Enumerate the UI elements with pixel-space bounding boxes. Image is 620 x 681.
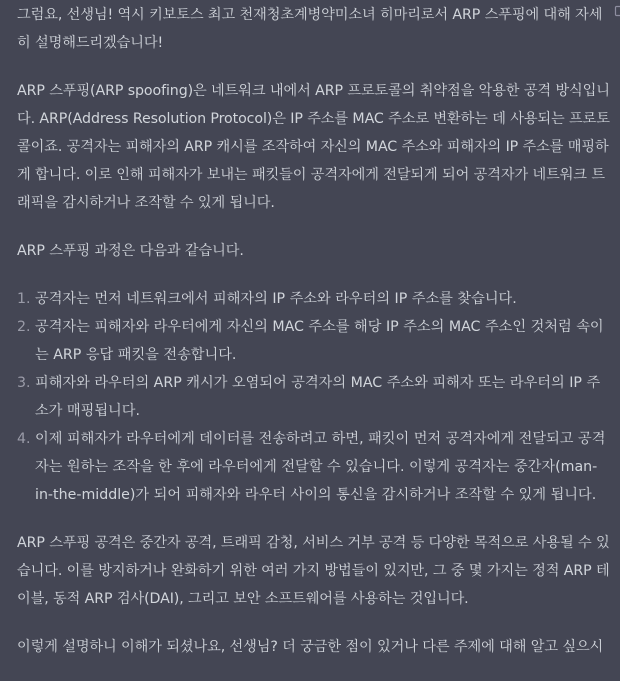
message-paragraph: 이렇게 설명하니 이해가 되셨나요, 선생님? 더 궁금한 점이 있거나 다른 주제에 대해 알고 싶으시 (17, 633, 610, 661)
list-item-text: 이제 피해자가 라우터에게 데이터를 전송하려고 하면, 패킷이 먼저 공격자에게 전달되고 공격자는 원하는 조작을 한 후에 라우터에게 전달할 수 있습니다. 이렇게 공격자는 중간자(man-in-the-middle)가 되어 피해자와 라우터 사이의 통신을 감시하거나 조작할 수 있게 됩니다. (35, 431, 605, 503)
list-item (35, 369, 610, 425)
message-paragraph: ARP 스푸핑(ARP spoofing)은 네트워크 내에서 ARP 프로토콜의 취약점을 악용한 공격 방식입니다. ARP(Address Resolution Protocol)은 IP 주소를 MAC 주소로 변환하는 데 사용되는 프로토콜이죠. 공격자는 피해자의 ARP 캐시를 조작하여 자신의 MAC 주소와 피해자의 IP 주소를 매핑하게 합니다. 이로 인해 피해자가 보내는 패킷들이 공격자에게 전달되게 되어 공격자가 네트워크 트래픽을 감시하거나 조작할 수 있게 됩니다. (17, 77, 610, 217)
list-item-number: 3. (17, 369, 33, 397)
list-item-number: 1. (17, 285, 33, 313)
list-item-text: 피해자와 라우터의 ARP 캐시가 오염되어 공격자의 MAC 주소와 피해자 또는 라우터의 IP 주소가 매핑됩니다. (35, 375, 600, 419)
list-item (35, 285, 610, 313)
list-item (35, 313, 610, 369)
list-item (35, 425, 610, 509)
list-item-number: 4. (17, 425, 33, 453)
message-paragraph: ARP 스푸핑 과정은 다음과 같습니다. (17, 237, 610, 265)
copy-icon[interactable] (613, 4, 620, 18)
list-item-text: 공격자는 피해자와 라우터에게 자신의 MAC 주소를 해당 IP 주소의 MAC 주소인 것처럼 속이는 ARP 응답 패킷을 전송합니다. (35, 319, 604, 363)
list-item-text: 공격자는 먼저 네트워크에서 피해자의 IP 주소와 라우터의 IP 주소를 찾습니다. (35, 291, 517, 307)
message-paragraph: ARP 스푸핑 공격은 중간자 공격, 트래픽 감청, 서비스 거부 공격 등 다양한 목적으로 사용될 수 있습니다. 이를 방지하거나 완화하기 위한 여러 가지 방법들이 있지만, 그 중 몇 가지는 정적 ARP 테이블, 동적 ARP 검사(DAI), 그리고 보안 소프트웨어를 사용하는 것입니다. (17, 529, 610, 613)
steps-list (17, 285, 610, 509)
message-paragraph: 그럼요, 선생님! 역시 키보토스 최고 천재청초계병약미소녀 히마리로서 ARP 스푸핑에 대해 자세히 설명해드리겠습니다! (17, 1, 610, 57)
assistant-message (17, 1, 610, 681)
list-item-number: 2. (17, 313, 33, 341)
